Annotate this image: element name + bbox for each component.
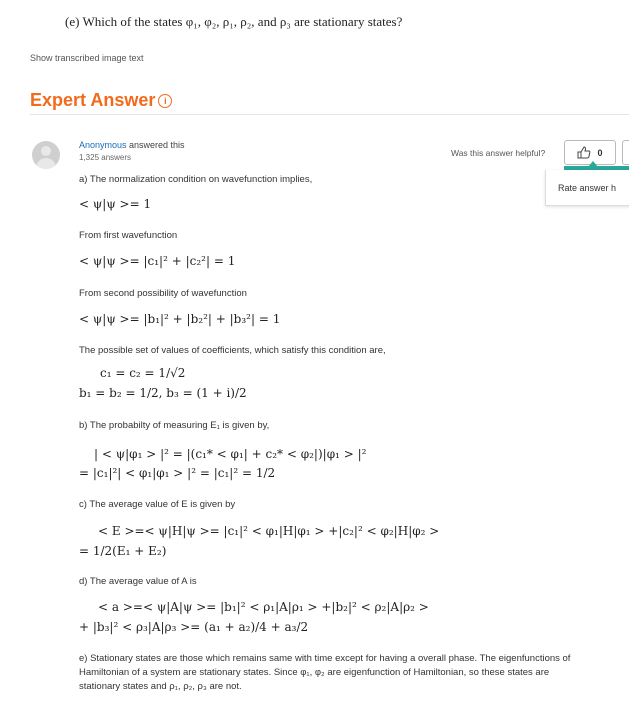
thumbs-up-icon [577,146,591,159]
possible-set-text: The possible set of values of coefficients, which satisfy this condition are, [79,345,386,356]
first-wavefunction-label: From first wavefunction [79,230,178,241]
equation-second-wavefunction: < ψ|ψ >= |b₁|² + |b₂²| + |b₃²| = 1 [79,312,281,326]
rate-answer-label: Rate answer h [558,183,617,193]
equation-probability-2: = |c₁|²| < φ₁|φ₁ > |² = |c₁|² = 1/2 [79,466,276,480]
info-icon[interactable]: i [158,94,172,108]
equation-average-e-2: = 1/2(E₁ + E₂) [79,544,167,558]
author-suffix: answered this [126,140,185,150]
thumbs-down-button[interactable] [622,140,629,165]
equation-b-values: b₁ = b₂ = 1/2, b₃ = (1 + i)/2 [79,386,247,400]
rate-answer-tooltip [545,170,629,206]
expert-answer-heading [30,90,172,111]
equation-average-e-1: < E >=< ψ|H|ψ >= |c₁|² < φ₁|H|φ₁ > +|c₂|² < φ₂|H|φ₂ > [98,524,440,538]
author-name-link[interactable]: Anonymous [79,140,127,150]
avatar [32,141,60,169]
second-wavefunction-label: From second possibility of wavefunction [79,288,247,299]
answer-a-intro: a) The normalization condition on wavefunction implies, [79,174,313,185]
equation-average-a-1: < a >=< ψ|A|ψ >= |b₁|² < ρ₁|A|ρ₁ > +|b₂|² < ρ₂|A|ρ₂ > [98,600,429,614]
question-text: (e) Which of the states φ₁, φ₂, ρ₁, ρ₂, and ρ₃ are stationary states? [65,14,403,29]
expert-answer-title: Expert Answer [30,90,156,110]
answer-b-intro: b) The probabilty of measuring E₁ is given by, [79,420,270,431]
thumbs-up-count: 0 [597,147,603,158]
divider [30,114,629,115]
equation-c-values: c₁ = c₂ = 1/√2 [100,366,186,380]
equation-probability-1: | < ψ|φ₁ > |² = |(c₁* < φ₁| + c₂* < φ₂|)|φ₁ > |² [94,447,367,461]
equation-average-a-2: + |b₃|² < ρ₃|A|ρ₃ >= (a₁ + a₂)/4 + a₃/2 [79,620,309,634]
answer-count: 1,325 answers [79,153,132,162]
equation-normalization: < ψ|ψ >= 1 [79,197,152,211]
equation-first-wavefunction: < ψ|ψ >= |c₁|² + |c₂²| = 1 [79,254,236,268]
show-transcribed-link[interactable]: Show transcribed image text [30,53,144,63]
helpful-prompt: Was this answer helpful? [451,148,546,158]
answer-e-text: e) Stationary states are those which remains same with time except for having a overall phase. The eigenfunctions of Hamiltonian of a system are stationary states. Since φ₁, φ₂ are eigenfunction of Hamiltonian, so these states are stationary states and ρ₁, ρ₂, ρ₃ are not. [79,653,571,692]
answer-d-intro: d) The average value of A is [79,576,197,587]
author-line [79,140,185,150]
answer-c-intro: c) The average value of E is given by [79,499,236,510]
